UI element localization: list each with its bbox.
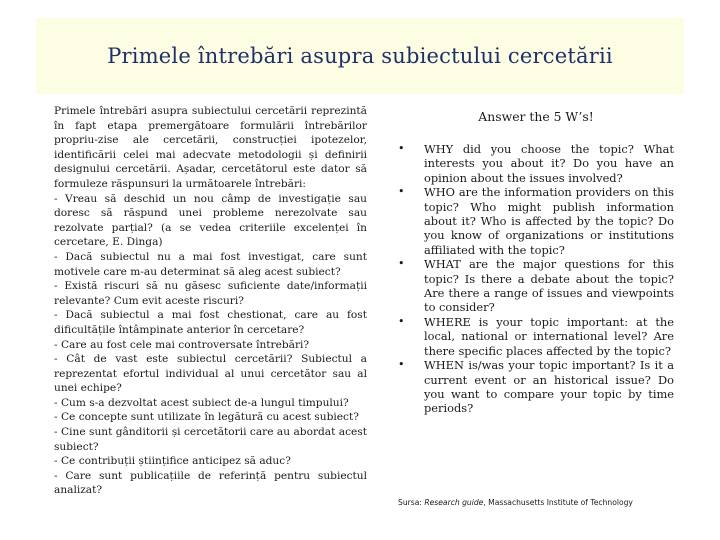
list-item-when: [398, 358, 674, 416]
left-text-column: [54, 104, 367, 498]
slide-title: Primele întrebări asupra subiectului cercetării: [107, 44, 613, 68]
list-item-where: [398, 315, 674, 358]
question-line: - Cât de vast este subiectul cercetării? Subiectul a reprezentat efortul individual al unui cercetător sau al unei echipe?: [54, 353, 367, 395]
source-institution: , Massachusetts Institute of Technology: [483, 498, 633, 507]
question-line: - Există riscuri să nu găsesc suficiente date/informații relevante? Cum evit aceste riscuri?: [54, 280, 367, 307]
bullet-icon: •: [398, 358, 405, 372]
question-line: - Vreau să deschid un nou câmp de investigație sau doresc să răspund unei probleme nerezolvate sau rezolvate parțial? (a se vedea criteriile excelenței în cercetare, E. Dinga): [54, 192, 367, 249]
question-line: - Cine sunt gânditorii și cercetătorii care au abordat acest subiect?: [54, 426, 367, 453]
question-line: - Care au fost cele mai controversate întrebări?: [54, 338, 310, 351]
question-line: - Care sunt publicațiile de referință pentru subiectul analizat?: [54, 469, 367, 497]
right-text-column: [398, 109, 674, 416]
bullet-text: WHY did you choose the topic? What interests you about it? Do you have an opinion about the issues involved?: [424, 142, 674, 185]
list-item-why: [398, 142, 674, 185]
list-item-what: [398, 257, 674, 315]
question-line: - Dacă subiectul a mai fost chestionat, care au fost dificultățile întâmpinate anterior în cercetare?: [54, 309, 367, 336]
source-title: Research guide: [424, 498, 484, 507]
bullet-text: WHO are the information providers on this topic? Who might publish information about it? Who is affected by the topic? Do you know of organizations or institutions affiliated with the topic?: [424, 185, 674, 257]
bullet-icon: •: [398, 142, 405, 155]
source-citation: [398, 498, 688, 507]
question-line: - Ce concepte sunt utilizate în legătură cu acest subiect?: [54, 411, 359, 424]
five-ws-list: [398, 142, 674, 416]
title-band: [36, 18, 684, 94]
bullet-text: WHEN is/was your topic important? Is it a current event or an historical issue? Do you want to compare your topic by time periods?: [424, 358, 674, 416]
intro-paragraph: Primele întrebări asupra subiectului cercetării reprezintă în fapt etapa premergătoare formulării întrebărilor propriu-zise ale cercetării, construcției ipotezelor, identificării celei mai adecvate metodologii și definirii designului cercetării. Așadar, cercetătorul este dator să formuleze răspunsuri la următoarele întrebări:: [54, 105, 367, 190]
source-prefix: Sursa:: [398, 498, 425, 507]
list-item-who: [398, 185, 674, 257]
bullet-icon: •: [398, 185, 405, 199]
answer-heading: Answer the 5 W’s!: [478, 109, 594, 124]
question-line: - Ce contribuții științifice anticipez să aduc?: [54, 455, 291, 468]
question-line: - Cum s-a dezvoltat acest subiect de-a lungul timpului?: [54, 396, 349, 409]
question-line: - Dacă subiectul nu a mai fost investigat, care sunt motivele care m-au determinat să aleg acest subiect?: [54, 250, 367, 278]
bullet-text: WHERE is your topic important: at the local, national or international level? Are there specific places affected by the topic?: [424, 314, 674, 358]
bullet-icon: •: [398, 314, 405, 328]
bullet-icon: •: [398, 257, 405, 271]
bullet-text: WHAT are the major questions for this topic? Is there a debate about the topic? Are there a range of issues and viewpoints to consider?: [424, 257, 674, 315]
